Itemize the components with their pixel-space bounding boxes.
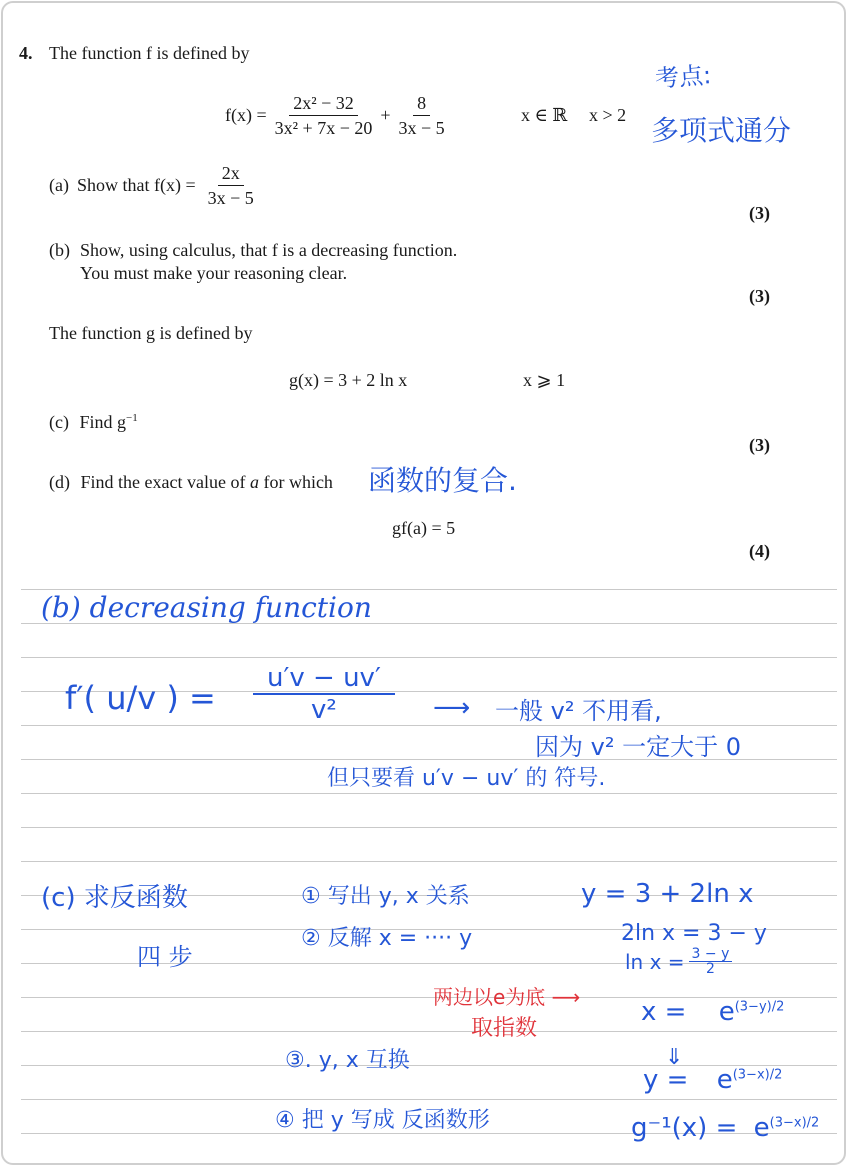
c-work6 xyxy=(631,1113,819,1143)
c-work6-exp: (3−x)/2 xyxy=(769,1115,820,1131)
c-work6-lhs: g⁻¹(x) = xyxy=(631,1113,738,1143)
c-step4: ④ 把 y 写成 反函数形 xyxy=(275,1108,490,1133)
b-formula-den: v² xyxy=(311,695,337,725)
f-definition xyxy=(225,91,449,140)
b-formula-lhs: f′( u/v ) = xyxy=(65,679,216,717)
b-note1: 一般 v² 不用看, xyxy=(495,697,662,725)
c-steps-label: 四 步 xyxy=(137,943,193,971)
b-note2: 因为 v² 一定大于 0 xyxy=(535,733,741,761)
b-arrow: ⟶ xyxy=(433,693,471,723)
b-formula-num: u′v − uv′ xyxy=(253,663,395,695)
part-b-marks: (3) xyxy=(749,286,770,306)
exam-page xyxy=(1,1,846,1165)
part-d-equation: gf(a) = 5 xyxy=(392,518,456,538)
part-b-line1: Show, using calculus, that f is a decreasing function. xyxy=(80,240,458,260)
f-fraction-2 xyxy=(395,91,449,140)
c-work3 xyxy=(625,947,732,976)
b-formula-fraction xyxy=(253,663,395,725)
part-d xyxy=(49,472,333,493)
part-b-line2: You must make your reasoning clear. xyxy=(80,263,348,283)
ruled-line xyxy=(21,861,837,862)
ruled-line xyxy=(21,589,837,590)
part-a-marks: (3) xyxy=(749,203,770,223)
c-work2: 2ln x = 3 − y xyxy=(621,921,767,946)
c-work4-base: e xyxy=(718,997,735,1027)
note-composite: 函数的复合. xyxy=(368,464,517,497)
f-lhs: f(x) = xyxy=(225,105,267,125)
part-a-text: Show that f(x) = xyxy=(76,175,196,195)
c-title: (c) 求反函数 xyxy=(41,883,188,913)
ruled-line xyxy=(21,793,837,794)
c-work3-lhs: ln x = xyxy=(625,949,685,974)
part-d-label: (d) xyxy=(49,472,70,492)
part-a-label: (a) xyxy=(49,175,69,195)
f-fraction-1 xyxy=(271,91,377,140)
c-work5-lhs: y = xyxy=(643,1065,689,1095)
c-red-note2: 取指数 xyxy=(471,1016,538,1041)
ruled-line xyxy=(21,657,837,658)
g-intro: The function g is defined by xyxy=(49,323,253,343)
ruled-line xyxy=(21,1099,837,1100)
c-step3: ③. y, x 互换 xyxy=(285,1048,410,1073)
part-c xyxy=(49,412,138,433)
f-domain-1: x ∈ ℝ xyxy=(521,105,568,125)
part-a-fraction xyxy=(204,161,258,210)
part-d-text: Find the exact value of xyxy=(80,472,246,492)
ruled-line xyxy=(21,725,837,726)
c-work4 xyxy=(641,997,784,1027)
c-work3-num: 3 − y xyxy=(689,947,733,962)
c-work6-base: e xyxy=(753,1113,770,1143)
part-c-sup: −1 xyxy=(126,412,138,424)
part-b-label: (b) xyxy=(49,240,70,260)
c-work1: y = 3 + 2ln x xyxy=(581,879,754,909)
c-step1: ① 写出 y, x 关系 xyxy=(301,884,470,909)
question-number: 4. xyxy=(19,43,33,63)
part-a xyxy=(49,161,258,210)
f-plus: + xyxy=(380,105,391,125)
c-down-arrow: ⇓ xyxy=(665,1045,684,1070)
c-work3-den: 2 xyxy=(706,961,715,977)
part-d-text2: for which xyxy=(263,472,333,492)
g-definition: g(x) = 3 + 2 ln x xyxy=(289,370,408,390)
c-work5-base: e xyxy=(716,1065,733,1095)
question-intro: The function f is defined by xyxy=(49,43,250,63)
c-work5-exp: (3−x)/2 xyxy=(732,1067,783,1083)
b-title: (b) decreasing function xyxy=(41,591,372,624)
ruled-line xyxy=(21,1031,837,1032)
c-work5 xyxy=(643,1065,782,1095)
f-domain-2: x > 2 xyxy=(589,105,627,125)
c-work4-exp: (3−y)/2 xyxy=(734,999,785,1015)
part-c-text: Find g xyxy=(79,412,126,432)
c-step2: ② 反解 x = ···· y xyxy=(301,926,473,951)
part-c-marks: (3) xyxy=(749,435,770,455)
note-kaodian: 考点: xyxy=(654,61,713,93)
part-c-label: (c) xyxy=(49,412,69,432)
g-domain: x ⩾ 1 xyxy=(523,370,566,390)
f-frac2-den: 3x − 5 xyxy=(398,118,445,138)
part-a-num: 2x xyxy=(218,161,244,186)
part-d-marks: (4) xyxy=(749,541,770,561)
part-d-var: a xyxy=(249,472,259,492)
ruled-line xyxy=(21,827,837,828)
f-frac1-num: 2x² − 32 xyxy=(289,91,358,116)
c-red-note1: 两边以e为底 ⟶ xyxy=(433,985,581,1009)
part-a-den: 3x − 5 xyxy=(207,188,254,208)
b-note3: 但只要看 u′v − uv′ 的 符号. xyxy=(327,766,606,791)
f-frac2-num: 8 xyxy=(413,91,430,116)
f-frac1-den: 3x² + 7x − 20 xyxy=(274,118,373,138)
note-polynomial: 多项式通分 xyxy=(651,114,792,147)
c-work4-lhs: x = xyxy=(641,997,687,1027)
